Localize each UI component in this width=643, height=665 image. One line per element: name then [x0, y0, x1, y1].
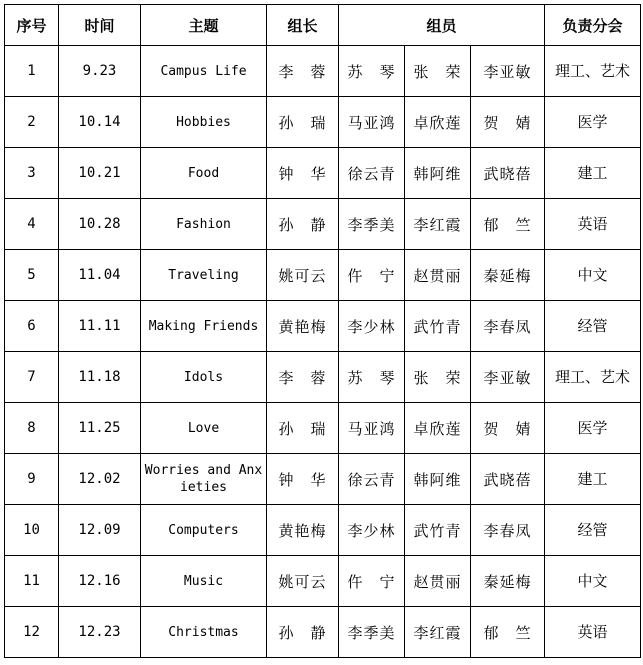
table-row — [5, 148, 641, 199]
cell-leader: 孙 静 — [267, 607, 339, 658]
cell-member: 李红霞 — [405, 607, 471, 658]
cell-topic: Hobbies — [141, 97, 267, 148]
cell-topic: Christmas — [141, 607, 267, 658]
table-row — [5, 556, 641, 607]
cell-member: 李少林 — [339, 301, 405, 352]
cell-member: 李春凤 — [471, 505, 545, 556]
table-row — [5, 301, 641, 352]
cell-dept: 理工、艺术 — [545, 46, 641, 97]
cell-member: 李季美 — [339, 607, 405, 658]
cell-time: 11.18 — [59, 352, 141, 403]
cell-time: 10.21 — [59, 148, 141, 199]
cell-leader: 黄艳梅 — [267, 505, 339, 556]
header-no: 序号 — [5, 5, 59, 46]
header-topic: 主题 — [141, 5, 267, 46]
cell-member: 李红霞 — [405, 199, 471, 250]
cell-member: 卓欣莲 — [405, 403, 471, 454]
header-time: 时间 — [59, 5, 141, 46]
cell-time: 12.02 — [59, 454, 141, 505]
cell-member: 徐云青 — [339, 454, 405, 505]
cell-member: 李亚敏 — [471, 46, 545, 97]
cell-member: 张 荣 — [405, 352, 471, 403]
cell-topic: Love — [141, 403, 267, 454]
table-row — [5, 352, 641, 403]
cell-no: 12 — [5, 607, 59, 658]
table-row — [5, 607, 641, 658]
cell-member: 武晓蓓 — [471, 454, 545, 505]
cell-no: 3 — [5, 148, 59, 199]
cell-leader: 李 蓉 — [267, 352, 339, 403]
cell-leader: 孙 静 — [267, 199, 339, 250]
cell-member: 武晓蓓 — [471, 148, 545, 199]
header-dept: 负责分会 — [545, 5, 641, 46]
cell-member: 苏 琴 — [339, 46, 405, 97]
cell-time: 9.23 — [59, 46, 141, 97]
cell-leader: 姚可云 — [267, 556, 339, 607]
cell-topic: Fashion — [141, 199, 267, 250]
cell-member: 李亚敏 — [471, 352, 545, 403]
cell-member: 韩阿维 — [405, 454, 471, 505]
cell-no: 1 — [5, 46, 59, 97]
cell-member: 马亚鸿 — [339, 403, 405, 454]
cell-member: 李春凤 — [471, 301, 545, 352]
cell-member: 仵 宁 — [339, 250, 405, 301]
cell-dept: 建工 — [545, 454, 641, 505]
cell-time: 11.11 — [59, 301, 141, 352]
cell-no: 2 — [5, 97, 59, 148]
table-row — [5, 505, 641, 556]
cell-dept: 医学 — [545, 97, 641, 148]
schedule-table — [4, 4, 641, 658]
cell-leader: 李 蓉 — [267, 46, 339, 97]
cell-topic: Making Friends — [141, 301, 267, 352]
table-row — [5, 97, 641, 148]
cell-member: 武竹青 — [405, 505, 471, 556]
cell-leader: 钟 华 — [267, 148, 339, 199]
cell-dept: 建工 — [545, 148, 641, 199]
cell-member: 郁 竺 — [471, 607, 545, 658]
cell-no: 9 — [5, 454, 59, 505]
cell-time: 12.16 — [59, 556, 141, 607]
cell-dept: 经管 — [545, 301, 641, 352]
cell-topic: Idols — [141, 352, 267, 403]
cell-no: 6 — [5, 301, 59, 352]
cell-topic: Traveling — [141, 250, 267, 301]
cell-time: 11.25 — [59, 403, 141, 454]
cell-member: 赵贯丽 — [405, 556, 471, 607]
cell-no: 4 — [5, 199, 59, 250]
table-body — [5, 46, 641, 658]
cell-member: 马亚鸿 — [339, 97, 405, 148]
cell-time: 10.28 — [59, 199, 141, 250]
cell-member: 赵贯丽 — [405, 250, 471, 301]
cell-no: 10 — [5, 505, 59, 556]
cell-member: 张 荣 — [405, 46, 471, 97]
header-members: 组员 — [339, 5, 545, 46]
cell-time: 12.23 — [59, 607, 141, 658]
cell-member: 秦延梅 — [471, 250, 545, 301]
cell-leader: 姚可云 — [267, 250, 339, 301]
cell-time: 12.09 — [59, 505, 141, 556]
cell-member: 武竹青 — [405, 301, 471, 352]
table-row — [5, 403, 641, 454]
cell-member: 贺 婧 — [471, 403, 545, 454]
cell-no: 11 — [5, 556, 59, 607]
cell-dept: 理工、艺术 — [545, 352, 641, 403]
cell-topic: Computers — [141, 505, 267, 556]
header-row — [5, 5, 641, 46]
cell-member: 李少林 — [339, 505, 405, 556]
cell-topic: Food — [141, 148, 267, 199]
cell-leader: 孙 瑞 — [267, 403, 339, 454]
cell-dept: 英语 — [545, 607, 641, 658]
cell-dept: 医学 — [545, 403, 641, 454]
cell-no: 7 — [5, 352, 59, 403]
cell-topic: Campus Life — [141, 46, 267, 97]
cell-no: 5 — [5, 250, 59, 301]
cell-leader: 黄艳梅 — [267, 301, 339, 352]
cell-topic: Music — [141, 556, 267, 607]
cell-member: 卓欣莲 — [405, 97, 471, 148]
cell-member: 苏 琴 — [339, 352, 405, 403]
cell-member: 秦延梅 — [471, 556, 545, 607]
cell-member: 徐云青 — [339, 148, 405, 199]
cell-member: 郁 竺 — [471, 199, 545, 250]
cell-dept: 中文 — [545, 556, 641, 607]
table-row — [5, 250, 641, 301]
cell-no: 8 — [5, 403, 59, 454]
table-row — [5, 199, 641, 250]
cell-member: 仵 宁 — [339, 556, 405, 607]
cell-time: 10.14 — [59, 97, 141, 148]
table-row — [5, 454, 641, 505]
cell-leader: 孙 瑞 — [267, 97, 339, 148]
cell-topic: Worries and Anxieties — [141, 454, 267, 505]
cell-member: 贺 婧 — [471, 97, 545, 148]
cell-dept: 中文 — [545, 250, 641, 301]
cell-member: 李季美 — [339, 199, 405, 250]
cell-time: 11.04 — [59, 250, 141, 301]
cell-leader: 钟 华 — [267, 454, 339, 505]
cell-member: 韩阿维 — [405, 148, 471, 199]
table-row — [5, 46, 641, 97]
cell-dept: 英语 — [545, 199, 641, 250]
header-leader: 组长 — [267, 5, 339, 46]
cell-dept: 经管 — [545, 505, 641, 556]
